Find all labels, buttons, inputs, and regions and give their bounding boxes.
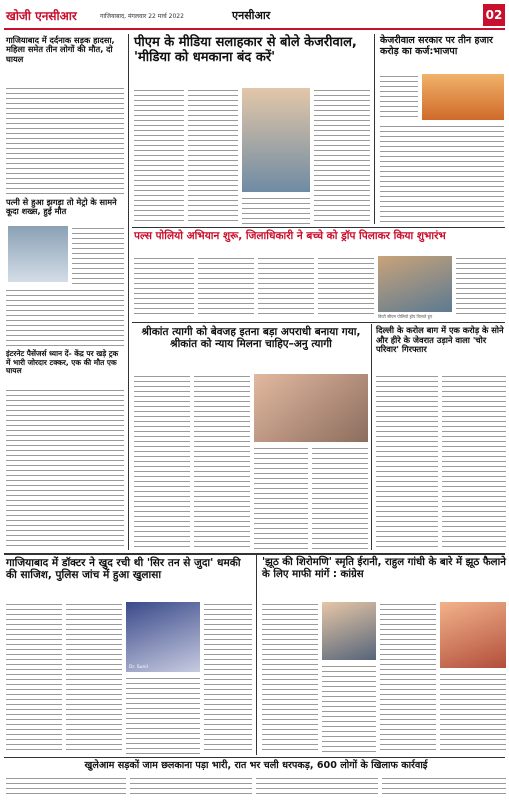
story-body — [134, 88, 184, 224]
story-body — [194, 374, 250, 550]
doctor-photo — [126, 602, 200, 672]
section-divider — [132, 322, 505, 323]
story-body — [312, 446, 368, 550]
section-divider — [132, 227, 505, 228]
story-body — [382, 776, 506, 798]
story-body — [254, 446, 308, 550]
story-body — [134, 374, 190, 550]
story-body — [126, 676, 200, 754]
story-body — [6, 86, 124, 194]
rahul-gandhi-photo — [322, 602, 376, 660]
masthead — [4, 4, 505, 30]
story-lead — [134, 36, 370, 84]
story-body — [6, 388, 124, 548]
story-body — [456, 256, 506, 314]
dateline: गाजियाबाद, मंगलवार 22 मार्च 2022 — [100, 13, 184, 20]
headline: पत्नी से हुआ झगड़ा तो मेट्रो के सामने कूदा शख्स, हुई मौत — [6, 197, 117, 217]
story-body — [6, 288, 124, 346]
story-doctor — [6, 557, 252, 599]
story-body — [258, 256, 314, 314]
story-right1 — [380, 36, 504, 72]
story-bottom — [6, 760, 506, 774]
photo-caption: डिप्टी सीएम पोलियो ड्रॉप पिलाते हुए — [378, 314, 433, 319]
headline: गाजियाबाद में दर्दनाक सड़क हादसा, महिला समेत तीन लोगों की मौत, दो घायल — [6, 35, 115, 64]
headline: दिल्ली के करोल बाग में एक करोड़ के सोने और हीरे के जेवरात उड़ाने वाला 'चोर परिवार' गिरफ्तार — [376, 325, 504, 355]
story-body — [318, 256, 374, 314]
story-body — [262, 602, 318, 754]
column-divider — [371, 324, 372, 550]
story-shrikant — [134, 326, 368, 370]
story-body — [6, 776, 126, 798]
column-divider — [374, 34, 375, 224]
story-left1 — [6, 36, 124, 84]
section-divider — [4, 757, 505, 758]
headline: केजरीवाल सरकार पर तीन हजार करोड़ का कर्ज:भाजपा — [380, 35, 493, 57]
story-body — [314, 88, 370, 224]
headline: पल्स पोलियो अभियान शुरू, जिलाधिकारी ने बच्चे को ड्रॉप पिलाकर किया शुभारंभ — [134, 230, 446, 242]
story-body — [204, 602, 252, 754]
column-divider — [256, 555, 257, 755]
story-body — [198, 256, 254, 314]
story-body — [72, 226, 124, 284]
smriti-irani-photo — [440, 602, 506, 668]
section-title: एनसीआर — [232, 9, 271, 22]
page-number: 02 — [483, 4, 505, 26]
brand-logo: खोजी एनसीआर — [6, 9, 77, 23]
headline: खुलेआम सड़कों जाम छलकाना पड़ा भारी, रात भर चली धरपकड़, 600 लोगों के खिलाफ कार्रवाई — [84, 760, 428, 771]
story-body — [380, 124, 504, 224]
story-body — [130, 776, 252, 798]
story-body — [376, 374, 438, 550]
story-body — [188, 88, 238, 224]
polio-photo — [378, 256, 452, 312]
story-body — [322, 664, 376, 754]
story-body — [380, 74, 418, 120]
photo-label: Dr. Sunil — [129, 665, 148, 670]
headline: इंटरनेट पैसेंजर्स ध्यान दें- केंद्र पर खड़े ट्रक में भारी जोरदार टक्कर, एक की मौत एक घायल — [6, 349, 119, 376]
story-body — [134, 256, 194, 314]
column-divider — [128, 34, 129, 550]
story-body — [380, 602, 436, 754]
story-body — [242, 196, 310, 224]
story-left2 — [6, 198, 124, 222]
press-conference-photo — [254, 374, 368, 442]
story-body — [442, 374, 506, 550]
headline: 'झूठ की शिरोमणि' स्मृति ईरानी, राहुल गांधी के बारे में झूठ फैलाने के लिए माफी मांगें : कांग्रेस — [262, 557, 506, 580]
headline: श्रीकांत त्यागी को बेवजह इतना बड़ा अपराधी बनाया गया, श्रीकांत को न्याय मिलना चाहिए–अनु त्यागी — [141, 326, 361, 351]
story-polio — [134, 230, 506, 252]
bjp-leader-photo — [422, 74, 504, 120]
story-body — [66, 602, 122, 754]
headline: पीएम के मीडिया सलाहकार से बोले केजरीवाल, 'मीडिया को धमकाना बंद करें' — [134, 35, 357, 65]
story-body — [440, 672, 506, 754]
headline: गाजियाबाद में डॉक्टर ने खुद रची थी 'सिर तन से जुदा' धमकी की साजिश, पुलिस जांच में हुआ खुलासा — [6, 557, 241, 582]
story-smriti — [262, 557, 506, 599]
story-delhi — [376, 326, 506, 370]
story-left3 — [6, 350, 124, 384]
story-body — [256, 776, 378, 798]
kejriwal-photo — [242, 88, 310, 192]
metro-photo — [8, 226, 68, 282]
section-divider — [4, 553, 505, 555]
story-body — [6, 602, 62, 754]
